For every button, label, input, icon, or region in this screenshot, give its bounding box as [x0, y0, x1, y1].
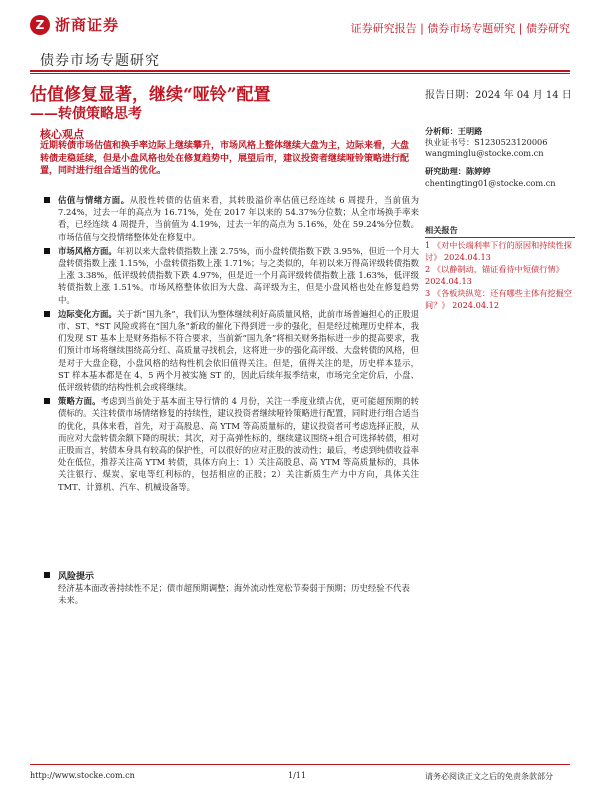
assistant-name: 研究助理：陈婷婷 — [425, 166, 491, 176]
bullet-square-icon — [44, 398, 50, 404]
top-nav: 证券研究报告 | 债券市场专题研究 | 债券研究 — [350, 22, 570, 35]
risk-text: 经济基本面改善持续性不足；债市超预期调整；海外流动性宽松节奏弱于预期；历史经验不代表未来。 — [58, 583, 410, 606]
report-subtitle: ——转债策略思考 — [30, 106, 142, 122]
report-title: 估值修复显著，继续“哑铃”配置 — [30, 85, 271, 105]
bullet-heading: 市场风格方面。 — [58, 245, 117, 256]
bullet-valuation — [44, 194, 419, 243]
logo-mark-icon: Z — [30, 15, 50, 35]
core-view-heading: 核心观点 — [40, 128, 84, 141]
brand-logo — [30, 14, 119, 35]
bullet-heading: 边际变化方面。 — [58, 308, 117, 319]
related-report-item[interactable]: 1 《对中长端利率下行的原因和持续性探讨》 2024.04.13 — [425, 240, 572, 262]
analyst-name: 分析师：王明路 — [425, 126, 483, 136]
analyst-email[interactable]: wangminglu@stocke.com.cn — [425, 148, 544, 158]
assistant-email[interactable]: chentingting01@stocke.com.cn — [425, 178, 556, 188]
analyst-cert: 执业证书号：S1230523120006 — [425, 137, 548, 147]
risk-square-icon — [44, 572, 50, 578]
header-divider-thin — [30, 73, 570, 74]
bullet-strategy — [44, 395, 419, 493]
bullet-text: 年初以来大盘转债指数上涨 2.75%，而小盘转债指数下跌 3.95%，但近一个月大盘转债指数上涨 1.15%，小盘转债指数上涨 1.71%；与之类似的，年初以来万得高评级转债指数上涨 3.38%，低评级转债指数下跌 4.97%，但是近一个月高评级转债指数上涨 1.63%，低评级转债指数上涨 1.51%。市场风格整体依旧为大盘、高评级为主，但是小盘风格也处在修复趋势中。 — [58, 245, 419, 305]
bullet-square-icon — [44, 248, 50, 254]
header-divider — [30, 70, 570, 72]
core-view-text: 近期转债市场估值和换手率边际上继续攀升，市场风格上整体继续大盘为主，边际来看，大盘转债走稳延续，但是小盘风格也处在修复趋势中，展望后市，建议投资者继续哑铃策略进行配置，同时进行组合适当的优化。 — [40, 141, 410, 176]
bullet-text: 关于新“国九条”，我们认为整体继续利好高质量风格，此前市场普遍担心的正股退市、ST、*ST 风险或将在“国九条”新政的催化下得到进一步的强化，但是经过梳理历史样本，我们发现 ST 基本上是财务指标不符合要求，当前新“国九条”将相关财务指标进一步的提高要求，我们预计市场将继续围绕高分红、高质量寻找机会，这将进一步的强化高评级、大盘转债的风格，但是对于大盘企稳，小盘风格的结构性机会依旧值得关注。但是，值得关注的是，历史样本显示，ST 样本基本都是在 4、5 两个月被实施 ST 的，因此后续年报季结束，市场完全定价后，小盘、低评级转债的结构性机会或将继续。 — [58, 308, 420, 393]
bullet-heading: 策略方面。 — [58, 396, 101, 407]
bullet-marginal-change — [44, 308, 419, 393]
footer-disclaimer: 请务必阅读正文之后的免责条款部分 — [425, 772, 553, 781]
logo-text: 浙商证券 — [55, 16, 120, 34]
footer-url[interactable]: http://www.stocke.com.cn — [30, 771, 135, 780]
footer-divider — [30, 764, 570, 765]
report-date: 报告日期：2024 年 04 月 14 日 — [425, 90, 572, 101]
bullet-text: 考虑到当前处于基本面主导行情的 4 月份，关注一季度业绩占优，更可能超预期的转债标的。关注转债市场情绪修复的持续性，建议投资者继续哑铃策略进行配置，同时进行组合适当的优化，具体来看，首先，对于高股息、高 YTM 等高质量标的，建议投资者可考虑选择正股，从而应对大盘转债余额下降的現状；其次，对于高弹性标的，继续建议围绕+组合可选择转债，相对正股而言，转债本身具有较高的保护性，可以很好的应对正股的波动性；最后，考虑到纯债收益率处在低位，推荐关注高 YTM 转债，具体方向上：1）关注高股息、高 YTM 等高质量标的，具体关注银行、煤炭、家电等红利标的，包括相应的正股；2）关注新质生产力中方向，具体关注 TMT、计算机、汽车、机械设备等。 — [58, 396, 420, 492]
related-report-item[interactable]: 2 《以静制动，锚证看待中短债行情》 2024.04.13 — [425, 264, 564, 286]
bullet-market-style — [44, 245, 419, 306]
bullet-square-icon — [44, 197, 50, 203]
related-heading: 相关报告 — [425, 225, 458, 235]
bullet-heading: 估值与情绪方面。 — [58, 195, 130, 205]
report-series: 债券市场专题研究 — [40, 53, 160, 69]
related-divider — [425, 237, 575, 238]
bullet-text: 从股性转债的估值来看，其转股溢价率估值已经连续 6 周提升，当前值为 7.24%，过去一年的高点为 16.71%，处在 2017 年以来的 54.37%分位数；从全市场换手率来看，已经连续 4 周提升，当前值为 4.19%，过去一年的高点为 5.16%，处在 59.24%分位数。市场估值与交投情绪整体处在修复中。 — [58, 195, 420, 242]
page-number: 1/11 — [288, 771, 306, 780]
bullet-square-icon — [44, 311, 50, 317]
risk-heading: 风险提示 — [58, 572, 95, 582]
related-report-item[interactable]: 3 《各板块纵览：还有哪些主体有挖掘空间？》 2024.04.12 — [425, 288, 572, 310]
bullet-list — [44, 194, 419, 495]
